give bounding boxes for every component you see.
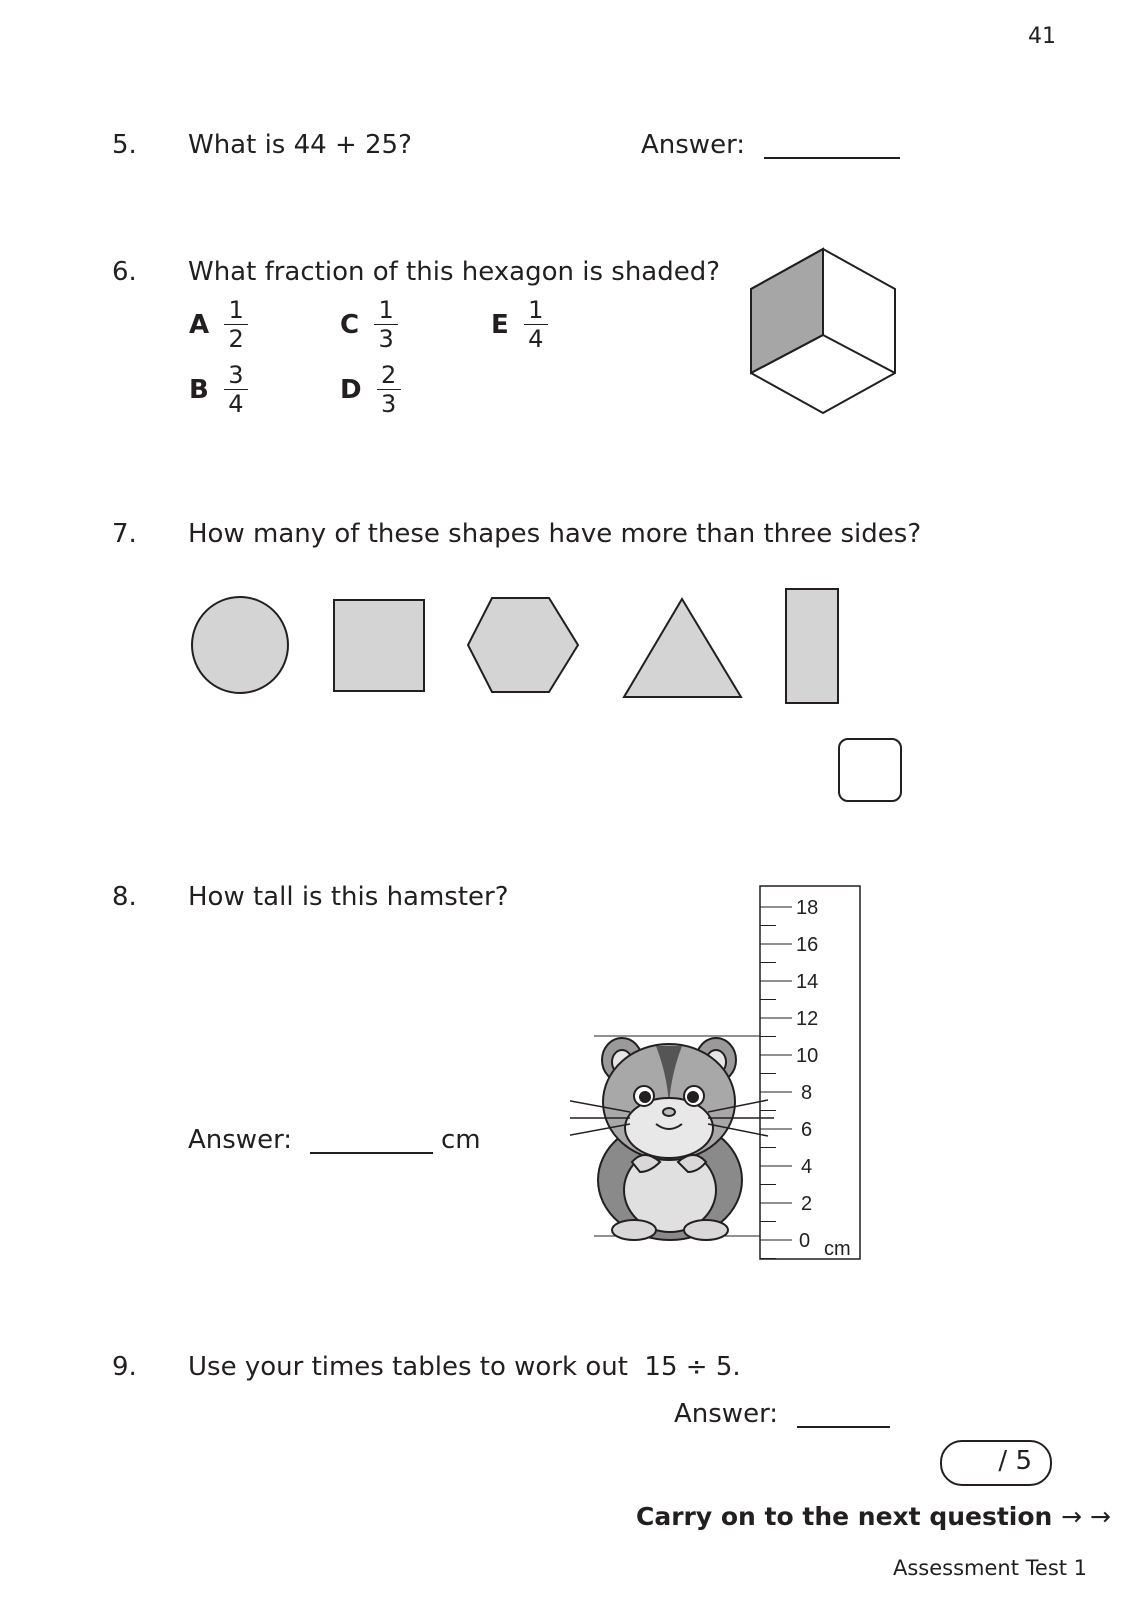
q7-number: 7. [112, 519, 137, 549]
option-fraction: $\frac{2}{3}$ [376, 362, 402, 417]
option-letter: D [340, 374, 362, 405]
option-fraction: $\frac{1}{3}$ [373, 297, 399, 352]
q9-answer-label: Answer: [674, 1399, 779, 1429]
q8-number: 8. [112, 882, 137, 912]
square-shape [334, 600, 424, 691]
ruler-label: 8 [801, 1082, 813, 1104]
q8-unit: cm [441, 1125, 481, 1155]
q9-number: 9. [112, 1352, 137, 1382]
q5-number: 5. [112, 130, 137, 160]
q7-answer-box[interactable] [838, 738, 902, 802]
score-box [940, 1440, 1052, 1486]
q8-answer-label: Answer: [188, 1125, 293, 1155]
ruler-label: 14 [796, 971, 819, 993]
q6-option-d[interactable] [340, 362, 402, 417]
q5-answer-label: Answer: [641, 130, 746, 160]
q7-text: How many of these shapes have more than three sides? [188, 519, 922, 549]
ruler-label: 2 [801, 1193, 813, 1215]
ruler-label: 6 [801, 1119, 813, 1141]
rectangle-shape [786, 589, 838, 703]
ruler-label: 16 [796, 934, 819, 956]
next-question-text: Carry on to the next question [636, 1502, 1053, 1531]
q6-hexagon-figure [745, 245, 905, 420]
ruler-label: 12 [796, 1008, 819, 1030]
hexagon-shape [468, 598, 578, 692]
score-text: / 5 [998, 1446, 1032, 1476]
ruler-unit: cm [824, 1238, 851, 1260]
arrow-right-icon: → → [1061, 1502, 1111, 1531]
q6-number: 6. [112, 257, 137, 287]
ruler-label: 18 [796, 897, 819, 919]
ruler-label: 0 [799, 1230, 811, 1252]
next-question-prompt [636, 1502, 1111, 1531]
q6-text: What fraction of this hexagon is shaded? [188, 257, 721, 287]
option-letter: B [189, 374, 209, 405]
option-letter: E [491, 309, 509, 340]
q6-option-e[interactable] [491, 297, 549, 352]
circle-shape [192, 597, 288, 693]
ruler-label: 10 [796, 1045, 819, 1067]
triangle-shape [624, 599, 741, 697]
option-letter: A [189, 309, 210, 340]
q5-text: What is 44 + 25? [188, 130, 412, 160]
q8-hamster-figure [570, 880, 870, 1260]
q9-text: Use your times tables to work out 15 ÷ 5. [188, 1352, 741, 1382]
q8-answer-line[interactable] [310, 1152, 433, 1154]
option-fraction: $\frac{1}{4}$ [523, 297, 549, 352]
footer-test-name: Assessment Test 1 [893, 1556, 1088, 1580]
option-fraction: $\frac{1}{2}$ [223, 297, 249, 352]
q7-shapes [180, 580, 860, 710]
ruler-label: 4 [801, 1156, 813, 1178]
q5-answer-line[interactable] [764, 157, 900, 159]
q6-option-c[interactable] [340, 297, 399, 352]
q6-option-a[interactable] [189, 297, 249, 352]
q6-option-b[interactable] [189, 362, 249, 417]
q8-text: How tall is this hamster? [188, 882, 509, 912]
option-fraction: $\frac{3}{4}$ [223, 362, 249, 417]
option-letter: C [340, 309, 360, 340]
hamster-illustration [570, 1038, 774, 1240]
q9-answer-line[interactable] [797, 1426, 890, 1428]
page-number: 41 [1028, 24, 1056, 49]
